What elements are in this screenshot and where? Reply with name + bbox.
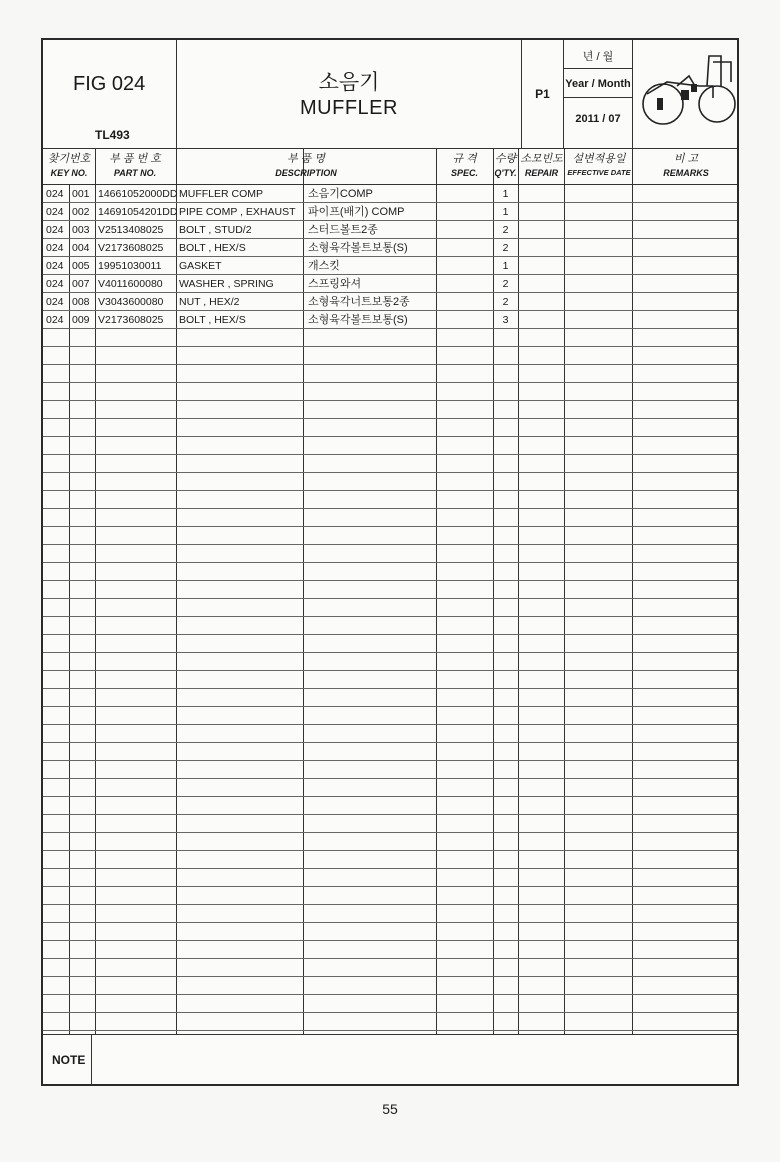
row-fig: 024 [46,296,64,308]
row-rule [43,1012,737,1013]
date-label-korean: 년 / 월 [582,51,614,63]
column-divider [632,148,633,1034]
col-part-kor: 부 품 번 호 [109,153,161,165]
col-remarks-eng: REMARKS [663,168,709,178]
row-desc-kr: 소음기COMP [308,188,373,200]
row-desc-en: BOLT , HEX/S [179,314,246,326]
row-desc-kr: 개스킷 [308,260,340,272]
row-rule [43,382,737,383]
row-desc-en: BOLT , HEX/S [179,242,246,254]
row-part-no: 19951030011 [98,260,162,272]
col-repair-eng: REPAIR [524,168,559,178]
date-label-english: Year / Month [565,78,631,90]
row-rule [43,1030,737,1031]
row-key: 004 [72,242,90,254]
row-rule [43,850,737,851]
row-rule [43,742,737,743]
row-rule [43,562,737,563]
page-number: 55 [382,1101,398,1117]
row-rule [43,994,737,995]
row-part-no: V3043600080 [98,296,164,308]
col-part-eng: PART NO. [113,168,157,178]
col-remarks-kor: 비 고 [673,153,699,165]
row-rule [43,706,737,707]
row-desc-en: WASHER , SPRING [179,278,274,290]
row-qty: 3 [502,314,509,326]
note-label: NOTE [52,1053,86,1067]
row-rule [43,508,737,509]
row-rule [43,400,737,401]
row-desc-en: BOLT , STUD/2 [179,224,252,236]
row-key: 009 [72,314,90,326]
row-key: 005 [72,260,90,272]
row-part-no: 14691054201DD [98,206,178,218]
column-divider [69,184,70,1034]
row-desc-en: MUFFLER COMP [179,188,263,200]
page-code: P1 [535,87,550,101]
row-qty: 2 [502,224,509,236]
row-part-no: V2173608025 [98,314,164,326]
row-fig: 024 [46,260,64,272]
row-rule [43,364,737,365]
row-rule [43,940,737,941]
row-rule [43,526,737,527]
row-desc-en: NUT , HEX/2 [179,296,240,308]
col-key-eng: KEY NO. [50,168,88,178]
row-fig: 024 [46,278,64,290]
row-desc-en: GASKET [179,260,222,272]
title-korean: 소음기 [318,71,380,94]
row-part-no: V4011600080 [98,278,163,290]
fig-number: FIG 024 [73,73,146,95]
col-qty-eng: Q'TY. [494,168,517,178]
col-key-kor: 찾기번호 [47,153,91,165]
row-key: 001 [72,188,90,200]
row-rule [43,670,737,671]
row-rule [43,958,737,959]
row-qty: 1 [502,206,509,218]
title-english: MUFFLER [300,97,398,119]
model-code: TL493 [95,128,130,142]
col-qty-kor: 수량 [494,153,517,165]
parts-list-sheet [41,38,739,1086]
row-fig: 024 [46,206,64,218]
row-rule [43,490,737,491]
row-rule [43,616,737,617]
row-rule [43,724,737,725]
row-part-no: V2173608025 [98,242,164,254]
column-divider [303,148,304,1034]
row-rule [43,760,737,761]
row-rule [43,976,737,977]
col-desc-kor: 부 품 명 [287,153,325,165]
row-rule [43,454,737,455]
row-rule [43,922,737,923]
row-qty: 1 [502,188,509,200]
row-rule [43,814,737,815]
row-rule [43,796,737,797]
col-spec-kor: 규 격 [452,153,477,165]
column-divider [518,148,519,1034]
col-desc-eng: DESCRIPTION [275,168,337,178]
row-key: 002 [72,206,90,218]
col-eff-eng: EFFECTIVE DATE [567,168,631,177]
col-repair-kor: 소모빈도 [520,153,563,165]
row-fig: 024 [46,242,64,254]
row-desc-kr: 파이프(배기) COMP [308,206,405,218]
row-key: 003 [72,224,90,236]
row-rule [43,832,737,833]
row-rule [43,472,737,473]
column-divider [95,148,96,1034]
row-rule [43,688,737,689]
row-rule [43,346,737,347]
row-key: 007 [72,278,90,290]
row-rule [43,418,737,419]
roller-machine-icon [637,46,737,142]
column-divider [436,148,437,1034]
row-desc-kr: 스프링와셔 [308,278,362,290]
date-value: 2011 / 07 [575,113,621,125]
row-desc-en: PIPE COMP , EXHAUST [179,206,296,218]
row-fig: 024 [46,188,64,200]
row-key: 008 [72,296,90,308]
row-rule [43,580,737,581]
row-rule [43,778,737,779]
row-rule [43,598,737,599]
row-desc-kr: 소형육각볼트보통(S) [308,314,408,326]
row-rule [43,436,737,437]
row-rule [43,868,737,869]
row-fig: 024 [46,224,64,236]
row-desc-kr: 소형육각너트보통2종 [308,296,410,308]
row-rule [43,886,737,887]
row-rule [43,904,737,905]
row-qty: 2 [502,278,509,290]
row-rule [43,652,737,653]
row-rule [43,634,737,635]
row-qty: 1 [502,260,509,272]
column-divider [176,148,177,1034]
row-rule [43,544,737,545]
col-eff-kor: 설변적용일 [572,153,626,165]
row-part-no: V2513408025 [98,224,164,236]
row-desc-kr: 스터드볼트2종 [308,224,378,236]
row-desc-kr: 소형육각볼트보통(S) [308,242,408,254]
row-part-no: 14661052000DD [98,188,178,200]
column-divider [564,148,565,1034]
row-qty: 2 [502,242,509,254]
row-qty: 2 [502,296,509,308]
col-spec-eng: SPEC. [450,168,478,178]
row-fig: 024 [46,314,64,326]
header-divider [632,40,633,148]
